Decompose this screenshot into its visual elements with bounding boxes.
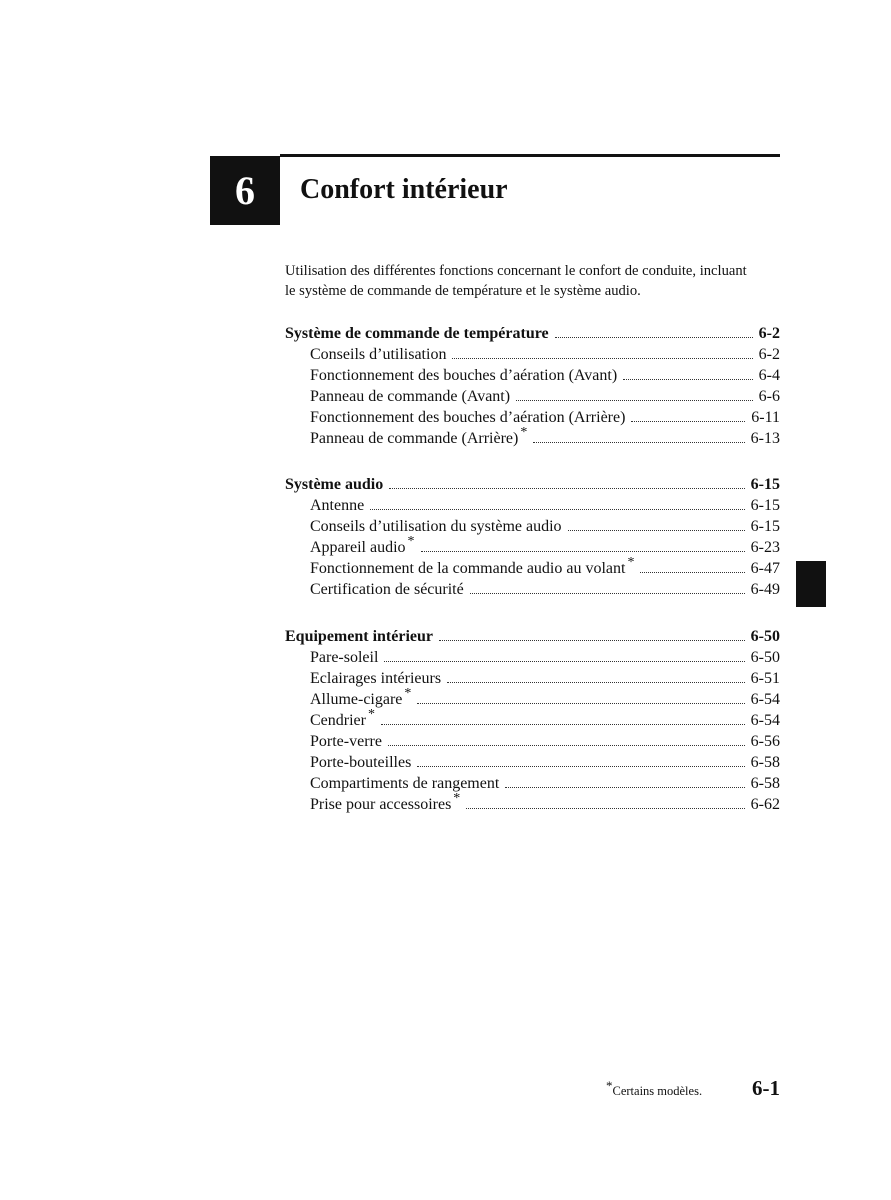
toc-label: Pare-soleil: [310, 649, 379, 666]
chapter-rule: [280, 154, 780, 157]
toc-page: 6-54: [750, 712, 780, 729]
chapter-title: Confort intérieur: [300, 174, 508, 205]
toc-page: 6-51: [750, 670, 780, 687]
toc-leader: [384, 646, 744, 662]
toc-page: 6-56: [750, 733, 780, 750]
toc-item[interactable]: [285, 793, 780, 814]
toc-page: 6-15: [750, 476, 780, 493]
toc-section-interior: [285, 625, 780, 814]
toc-item[interactable]: [285, 364, 780, 385]
toc-page: 6-23: [750, 539, 780, 556]
toc-item[interactable]: [285, 730, 780, 751]
toc-leader: [631, 406, 745, 422]
toc-label: Porte-bouteilles: [310, 754, 412, 771]
toc-page: 6-50: [750, 649, 780, 666]
toc-section-audio: [285, 473, 780, 599]
toc-label: Porte-verre: [310, 733, 382, 750]
toc-section-heading[interactable]: [285, 625, 780, 646]
toc-leader: [421, 536, 745, 552]
toc-item[interactable]: [285, 667, 780, 688]
toc-label: Conseils d’utilisation du système audio: [310, 518, 562, 535]
toc-page: 6-4: [758, 367, 780, 384]
toc-leader: [370, 494, 744, 510]
toc-page: 6-2: [758, 325, 780, 342]
toc-page: 6-47: [750, 560, 780, 577]
toc-item[interactable]: [285, 427, 780, 448]
toc-leader: [388, 730, 745, 746]
toc-leader: [516, 385, 753, 401]
page-number: 6-1: [752, 1076, 780, 1100]
toc-page: 6-50: [750, 628, 780, 645]
toc-item[interactable]: [285, 709, 780, 730]
asterisk-icon: *: [404, 686, 412, 701]
toc-item[interactable]: [285, 494, 780, 515]
toc-label: Compartiments de rangement: [310, 775, 500, 792]
toc-page: 6-49: [750, 581, 780, 598]
toc-label: Eclairages intérieurs: [310, 670, 442, 687]
toc-leader: [466, 793, 744, 809]
toc-leader: [447, 667, 745, 683]
toc-leader: [555, 322, 753, 338]
toc-label: Fonctionnement de la commande audio au volant: [310, 560, 626, 577]
toc-label: Allume-cigare: [310, 691, 403, 708]
chapter-thumb-tab: [796, 561, 826, 607]
toc-item[interactable]: [285, 578, 780, 599]
toc-leader: [381, 709, 745, 725]
toc-leader: [470, 578, 745, 594]
toc-page: 6-11: [751, 409, 780, 426]
toc-leader: [568, 515, 745, 531]
toc-page: 6-15: [750, 518, 780, 535]
asterisk-icon: *: [520, 425, 528, 440]
toc-item[interactable]: [285, 515, 780, 536]
toc-label: Fonctionnement des bouches d’aération (Arrière): [310, 409, 626, 426]
toc-page: 6-58: [750, 775, 780, 792]
toc-section-heading[interactable]: [285, 322, 780, 343]
toc-label: Panneau de commande (Avant): [310, 388, 511, 405]
toc-leader: [389, 473, 744, 489]
toc-item[interactable]: [285, 688, 780, 709]
toc-page: 6-2: [758, 346, 780, 363]
toc-page: 6-62: [750, 796, 780, 813]
asterisk-icon: *: [367, 707, 375, 722]
chapter-intro: [285, 262, 782, 301]
toc-label: Prise pour accessoires: [310, 796, 452, 813]
toc-item[interactable]: [285, 557, 780, 578]
toc-leader: [640, 557, 744, 573]
footnote-text: Certains modèles.: [612, 1084, 703, 1098]
toc-item[interactable]: [285, 536, 780, 557]
toc-leader: [533, 427, 744, 443]
toc-item[interactable]: [285, 646, 780, 667]
intro-line: le système de commande de température et le système audio.: [285, 282, 641, 299]
toc-leader: [505, 772, 744, 788]
footnote: [606, 1078, 703, 1099]
toc-leader: [417, 751, 744, 767]
toc-page: 6-15: [750, 497, 780, 514]
toc-label: Equipement intérieur: [285, 628, 433, 645]
toc-label: Appareil audio: [310, 539, 406, 556]
intro-line: Utilisation des différentes fonctions concernant le confort de conduite, incluant: [285, 263, 747, 279]
asterisk-icon: *: [606, 1078, 613, 1093]
toc-page: 6-58: [750, 754, 780, 771]
toc-section-heading[interactable]: [285, 473, 780, 494]
asterisk-icon: *: [453, 791, 461, 806]
toc-label: Panneau de commande (Arrière): [310, 430, 519, 447]
chapter-number: 6: [235, 168, 255, 213]
toc-leader: [439, 625, 745, 641]
toc-label: Système audio: [285, 476, 384, 493]
toc-item[interactable]: [285, 772, 780, 793]
toc-label: Certification de sécurité: [310, 581, 464, 598]
chapter-number-box: [210, 156, 280, 225]
toc-item[interactable]: [285, 343, 780, 364]
toc-item[interactable]: [285, 385, 780, 406]
asterisk-icon: *: [627, 555, 635, 570]
toc-page: 6-6: [758, 388, 780, 405]
toc-item[interactable]: [285, 406, 780, 427]
toc-label: Système de commande de température: [285, 325, 549, 342]
toc-leader: [623, 364, 753, 380]
toc-label: Antenne: [310, 497, 365, 514]
toc-label: Cendrier: [310, 712, 366, 729]
toc-section-temperature: [285, 322, 780, 448]
toc-page: 6-13: [750, 430, 780, 447]
toc-leader: [452, 343, 752, 359]
toc-label: Fonctionnement des bouches d’aération (Avant): [310, 367, 618, 384]
asterisk-icon: *: [407, 534, 415, 549]
toc-leader: [417, 688, 744, 704]
toc-page: 6-54: [750, 691, 780, 708]
toc-item[interactable]: [285, 751, 780, 772]
toc-label: Conseils d’utilisation: [310, 346, 447, 363]
